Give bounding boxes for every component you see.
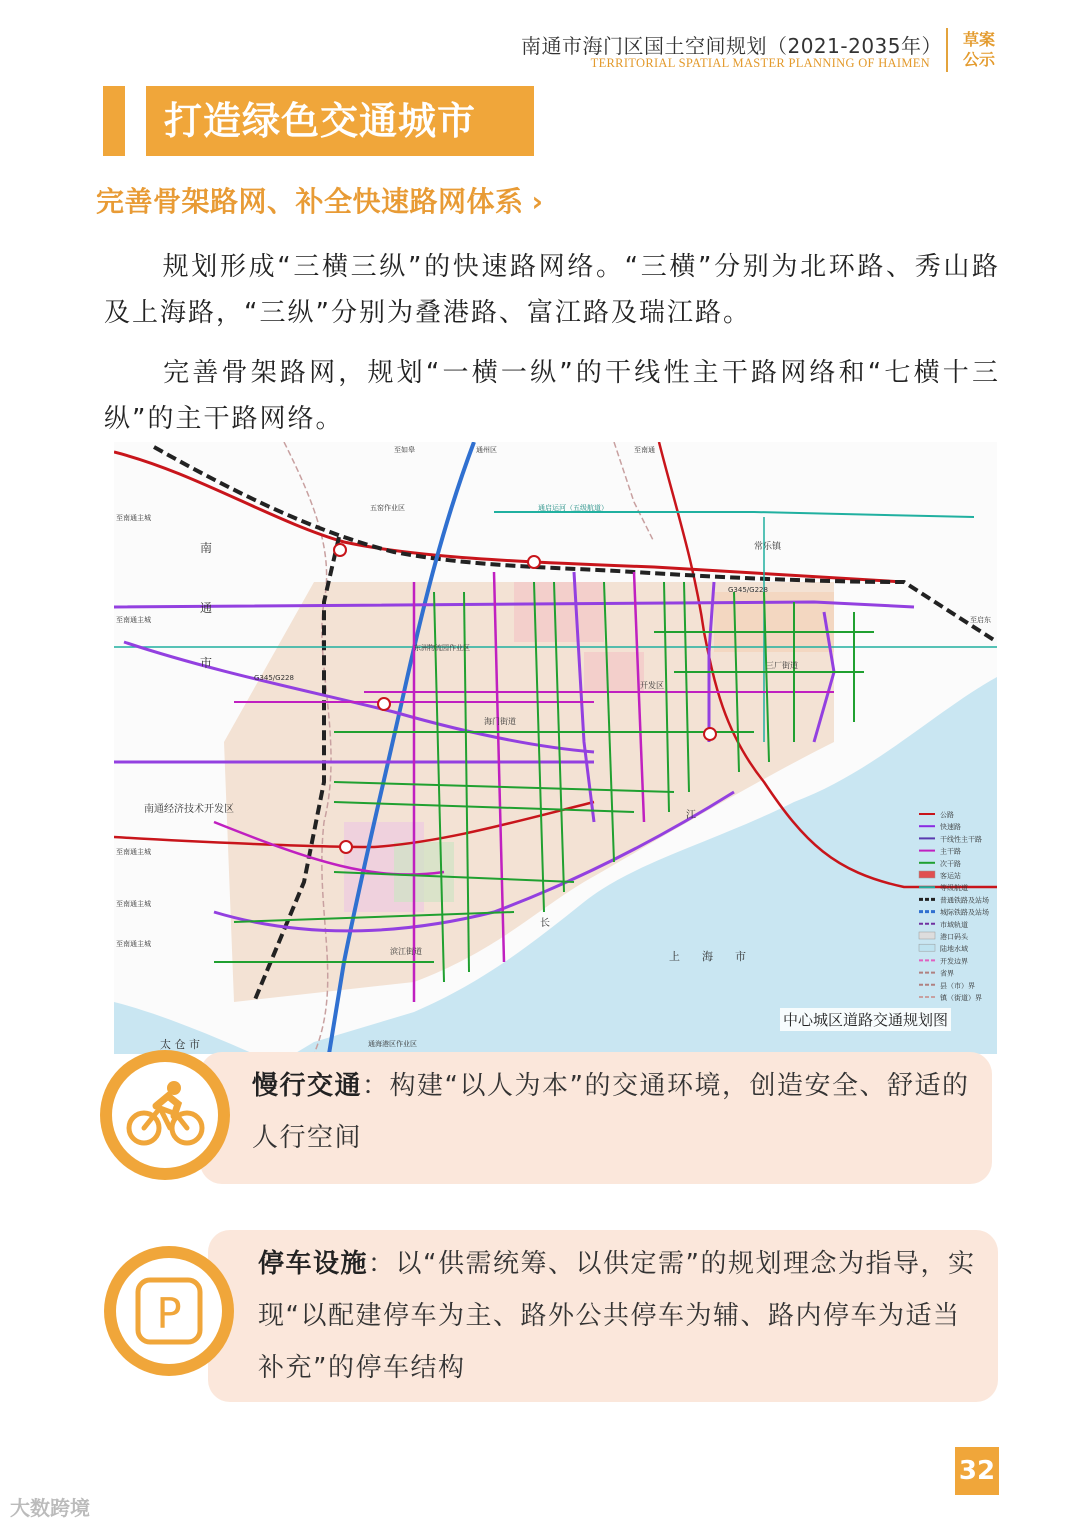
map-label-nantong-3: 市 [200,656,213,670]
draft-tag [960,30,998,70]
map-label-left-3: 至南通主城 [116,848,151,856]
legend-label-1: 快速路 [940,823,961,832]
map-label-changle: 常乐镇 [754,542,782,552]
legend-label-9: 市域轨道 [940,920,968,929]
map-label-g345b: G345/G228 [254,674,294,682]
legend-label-8: 城际铁路及站场 [940,908,989,917]
map-label-kaifa: 开发区 [640,681,664,690]
map-label-port: 东洲物流园作业区 [414,644,470,652]
map-label-jiang: 江 [686,810,696,821]
legend-swatch-5 [919,871,935,878]
parking-text [258,1238,978,1394]
map-label-wuyao: 五窑作业区 [370,504,405,512]
map-label-kaifaqu: 南通经济技术开发区 [144,804,234,815]
map-caption: 中心城区道路交通规划图 [780,1008,951,1031]
paragraph-1-text: 规划形成“三横三纵”的快速路网络。“三横”分别为北环路、秀山路及上海路，“三纵”分别为叠港路、富江路及瑞江路。 [104,252,1000,328]
header-subtitle-en: TERRITORIAL SPATIAL MASTER PLANNING OF HAIMEN [590,56,930,70]
header-title: 南通市海门区国土空间规划（2021-2035年） [520,34,942,58]
legend-label-0: 公路 [940,811,954,819]
bicycle-icon [112,1062,218,1168]
map-label-left-2: 至南通主城 [116,616,151,624]
chevron-right-icon: › [531,185,544,218]
legend-label-3: 主干路 [940,847,961,856]
map-label-left-1: 至南通主城 [116,514,151,522]
legend-swatch-10 [919,932,935,939]
map-label-bottom: 通海港区作业区 [368,1040,417,1048]
legend-label-4: 次干路 [940,859,961,868]
map-label-g345: G345/G228 [728,586,768,594]
page-number: 32 [955,1447,999,1495]
map-label-binjiang: 滨江街道 [390,947,422,956]
section-title: 打造绿色交通城市 [146,86,534,156]
legend-swatch-11 [919,944,935,951]
legend-label-10: 港口码头 [940,933,968,941]
map-label-canal: 通启运河（五级航道） [538,504,608,512]
parking-icon-ring [104,1246,234,1376]
map-label-top-2: 通州区 [476,446,497,454]
slow-traffic-label: 慢行交通 [252,1071,363,1101]
map-label-left-4: 至南通主城 [116,900,151,908]
watermark: 大数跨境 [10,1496,90,1520]
legend-label-12: 开发边界 [940,957,968,966]
legend-label-7: 普通铁路及站场 [940,896,989,905]
map-label-right-1: 至启东 [970,616,991,624]
parking-label: 停车设施 [258,1249,369,1279]
paragraph-2-text: 完善骨架路网，规划“一横一纵”的干线性主干路网络和“七横十三纵”的主干路网络。 [104,358,1000,434]
subtitle-text: 完善骨架路网、补全快速路网体系 [96,185,524,218]
map-label-chang: 长 [540,918,550,929]
road-traffic-map [114,442,997,1054]
map-label-left-5: 至南通主城 [116,940,151,948]
map-label-haimen-jd: 海门街道 [484,717,516,726]
parking-letter: P [156,1289,182,1338]
legend-label-2: 干线性主干路 [940,835,982,844]
legend-label-11: 陆地水域 [940,945,968,954]
title-accent-bar [103,86,125,156]
parking-desc: ：以“供需统筹、以供定需”的规划理念为指导，实现“以配建停车为主、路外公共停车为辅、路内停车为适当补充”的停车结构 [258,1249,976,1383]
paragraph-arterial [104,350,1000,442]
map-label-shanghai-2: 上 海 市 [669,950,746,963]
map-label-nantong-2: 通 [200,601,213,615]
legend-label-6: 等级航道 [940,884,968,893]
map-label-nantong-1: 南 [200,541,213,555]
header-divider [946,28,948,72]
draft-tag-line1: 草案 [962,30,995,49]
slow-traffic-desc: ：构建“以人为本”的交通环境，创造安全、舒适的人行空间 [252,1071,970,1153]
map-label-taicang: 太 仓 市 [160,1038,200,1051]
legend-label-13: 省界 [940,969,954,978]
draft-tag-line2: 公示 [962,50,995,69]
slow-traffic-text [252,1060,972,1164]
legend-label-5: 客运站 [940,872,961,880]
section-subtitle [96,180,544,220]
paragraph-expressway [104,244,1000,336]
slow-traffic-icon-ring [100,1050,230,1180]
map-label-top-1: 至如皋 [394,446,415,454]
map-label-sanchang: 三厂街道 [766,661,798,670]
map-label-top-3: 至南通 [634,446,655,454]
parking-icon [116,1258,222,1364]
legend-label-14: 县（市）界 [940,981,975,990]
legend-label-15: 镇（街道）界 [940,994,982,1002]
